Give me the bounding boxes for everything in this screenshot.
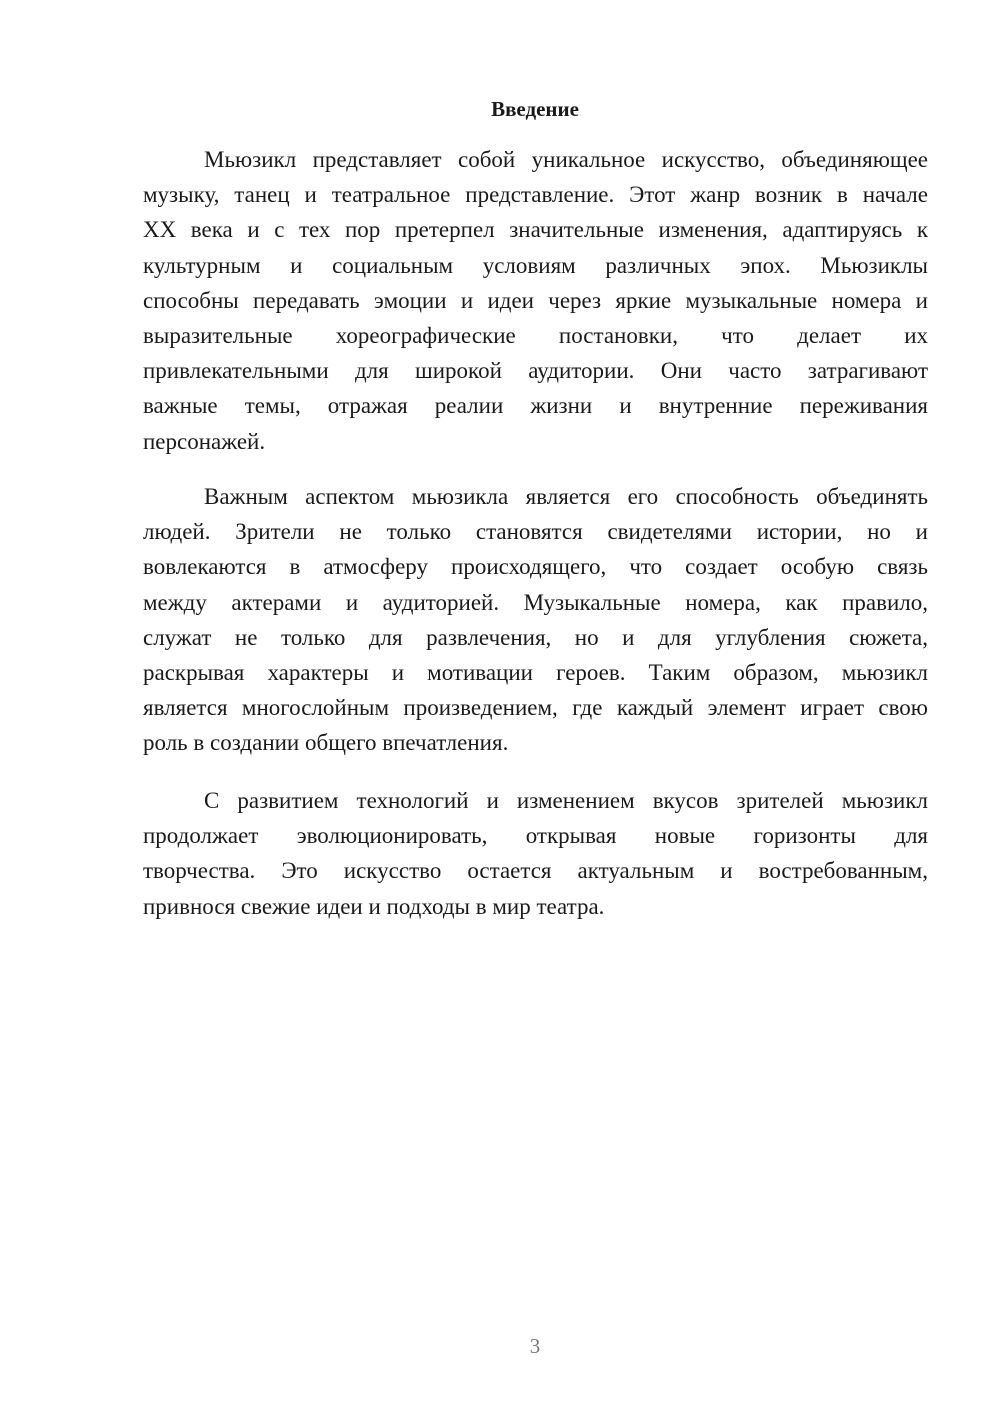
text-line: важные темы, отражая реалии жизни и внутренние переживания — [143, 393, 928, 419]
text-line: привнося свежие идеи и подходы в мир театра. — [143, 893, 605, 919]
text-line: является многослойным произведением, где каждый элемент играет свою — [143, 695, 928, 721]
paragraph — [143, 783, 928, 924]
page-number: 3 — [529, 1334, 541, 1358]
text-line: роль в создании общего впечатления. — [143, 730, 509, 756]
text-line: служат не только для развлечения, но и для углубления сюжета, — [143, 624, 928, 650]
text-line: способны передавать эмоции и идеи через яркие музыкальные номера и — [143, 287, 928, 313]
text-line: музыку, танец и театральное представление. Этот жанр возник в начале — [143, 182, 928, 208]
text-line: продолжает эволюционировать, открывая новые горизонты для — [143, 823, 928, 849]
text-line: привлекательными для широкой аудитории. Они часто затрагивают — [143, 358, 928, 384]
paragraph — [143, 142, 928, 459]
text-line: Важным аспектом мьюзикла является его способность объединять — [204, 484, 928, 509]
text-line: культурным и социальным условиям различных эпох. Мьюзиклы — [143, 252, 928, 278]
paragraph — [143, 479, 928, 761]
text-line: Мьюзикл представляет собой уникальное искусство, объединяющее — [204, 147, 928, 172]
text-line: раскрывая характеры и мотивации героев. Таким образом, мьюзикл — [143, 659, 928, 685]
text-line: выразительные хореографические постановки, что делает их — [143, 322, 928, 348]
text-line: людей. Зрители не только становятся свидетелями истории, но и — [143, 519, 928, 545]
text-line: С развитием технологий и изменением вкусов зрителей мьюзикл — [204, 788, 928, 813]
text-line: XX века и с тех пор претерпел значительные изменения, адаптируясь к — [143, 217, 928, 243]
text-line: между актерами и аудиторией. Музыкальные номера, как правило, — [143, 589, 928, 615]
text-line: вовлекаются в атмосферу происходящего, что создает особую связь — [143, 554, 928, 580]
page-title: Введение — [491, 97, 579, 121]
text-line: персонажей. — [143, 428, 266, 454]
text-line: творчества. Это искусство остается актуальным и востребованным, — [143, 858, 928, 884]
